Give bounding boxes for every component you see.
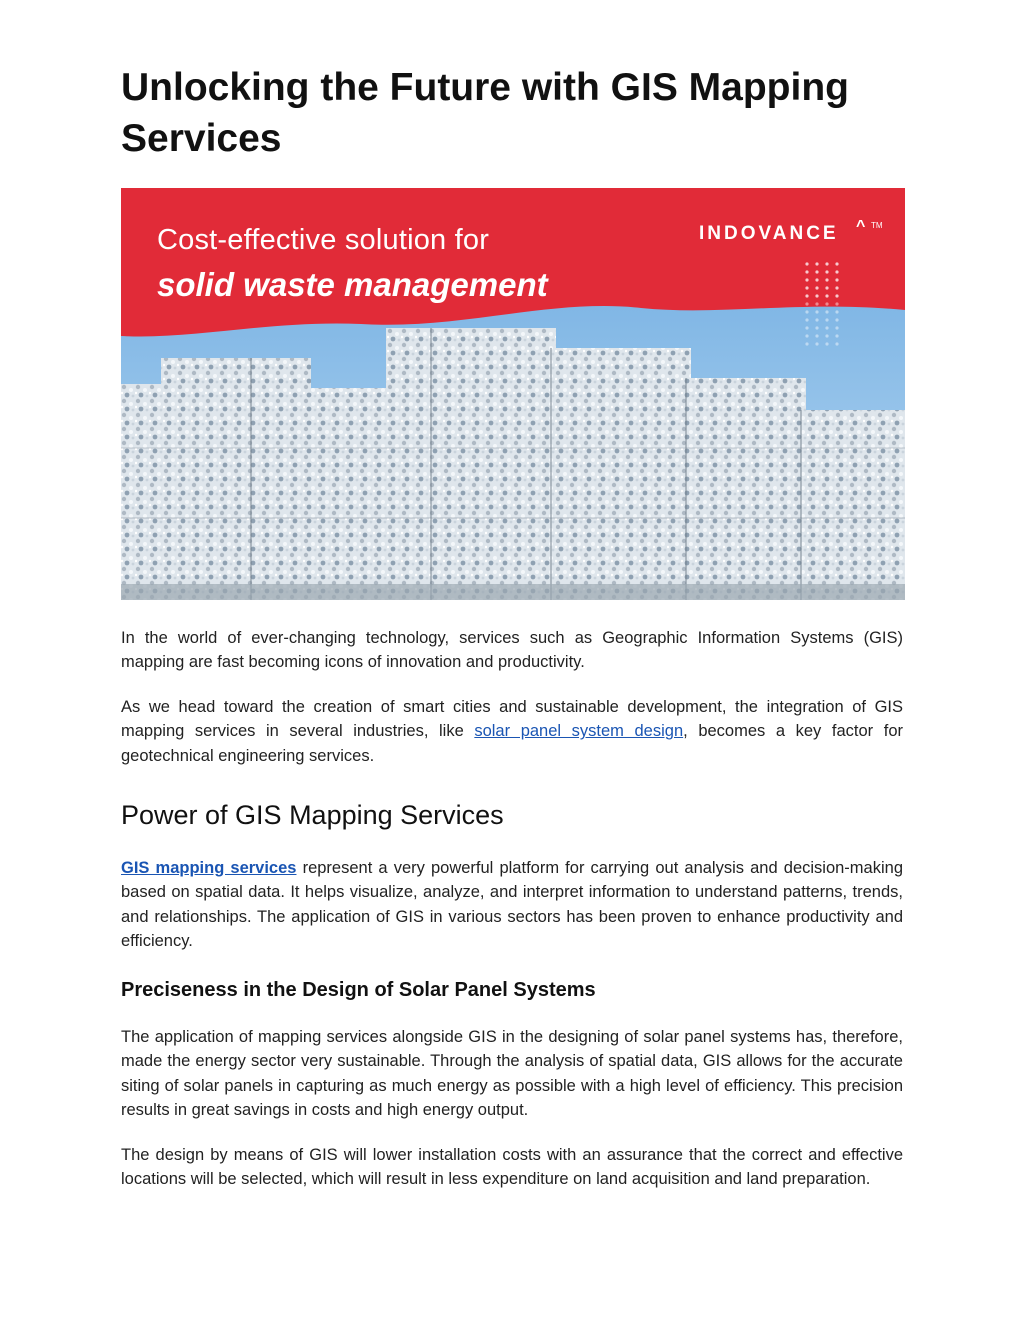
decoration-dot: [835, 310, 838, 313]
decoration-dot: [835, 270, 838, 273]
decoration-dot: [805, 326, 808, 329]
solar-precision-paragraph: The application of mapping services alongside GIS in the designing of solar panel systems has, therefore, made the energy sector very sustainable. Through the analysis of spatial data, GIS allows for the accurate siting of solar panels in capturing as much energy as possible with a high level of efficiency. This precision results in great savings in costs and high energy output.: [121, 1028, 903, 1120]
dot-grid-decoration: [803, 260, 843, 350]
decoration-dot: [835, 302, 838, 305]
decoration-dot: [825, 334, 828, 337]
decoration-dot: [835, 262, 838, 265]
decoration-dot: [835, 286, 838, 289]
decoration-dot: [805, 270, 808, 273]
decoration-dot: [825, 286, 828, 289]
gis-mapping-services-link[interactable]: GIS mapping services: [121, 859, 297, 877]
decoration-dot: [815, 318, 818, 321]
paragraph-text: represent a very powerful platform for carrying out analysis and decision-making based on spatial data. It helps visualize, analyze, and interpret information to understand patterns, trends, and relationships. The application of GIS in various sectors has been proven to enhance productivity and efficiency.: [121, 859, 903, 951]
indovance-logo: INDOVANCE: [699, 223, 839, 244]
gis-services-paragraph: [121, 856, 903, 954]
decoration-dot: [835, 342, 838, 345]
intro-paragraph: In the world of ever-changing technology, services such as Geographic Information Systems (GIS) mapping are fast becoming icons of innovation and productivity.: [121, 629, 903, 672]
decoration-dot: [825, 326, 828, 329]
decoration-dot: [805, 310, 808, 313]
decoration-dot: [825, 302, 828, 305]
banner-headline-line1: Cost-effective solution for: [157, 224, 490, 256]
decoration-dot: [825, 262, 828, 265]
paragraph-text: , becomes a key factor for geotechnical engineering services.: [121, 722, 903, 765]
decoration-dot: [825, 270, 828, 273]
decoration-dot: [825, 342, 828, 345]
decoration-dot: [815, 286, 818, 289]
decoration-dot: [815, 342, 818, 345]
decoration-dot: [825, 310, 828, 313]
solar-panel-design-link[interactable]: solar panel system design: [474, 722, 684, 741]
decoration-dot: [835, 326, 838, 329]
decoration-dot: [825, 318, 828, 321]
subsection-heading: Preciseness in the Design of Solar Panel Systems: [121, 979, 596, 1001]
decoration-dot: [805, 286, 808, 289]
decoration-dot: [805, 302, 808, 305]
decoration-dot: [825, 278, 828, 281]
decoration-dot: [835, 318, 838, 321]
indovance-logo-mark: ^: [856, 218, 866, 235]
decoration-dot: [815, 278, 818, 281]
decoration-dot: [815, 326, 818, 329]
decoration-dot: [815, 294, 818, 297]
decoration-dot: [835, 294, 838, 297]
decoration-dot: [805, 334, 808, 337]
decoration-dot: [815, 262, 818, 265]
decoration-dot: [805, 342, 808, 345]
banner-headline-line2: solid waste management: [157, 266, 548, 303]
hero-image: [121, 188, 905, 600]
section-heading: Power of GIS Mapping Services: [121, 800, 504, 830]
decoration-dot: [805, 318, 808, 321]
decoration-dot: [815, 270, 818, 273]
decoration-dot: [835, 334, 838, 337]
decoration-dot: [815, 334, 818, 337]
decoration-dot: [815, 310, 818, 313]
decoration-dot: [805, 278, 808, 281]
decoration-dot: [825, 294, 828, 297]
page-title: Unlocking the Future with GIS Mapping Services: [121, 66, 849, 160]
decoration-dot: [805, 294, 808, 297]
smart-cities-paragraph: [121, 695, 903, 768]
decoration-dot: [805, 262, 808, 265]
trademark-symbol: TM: [871, 221, 883, 230]
paragraph-text: As we head toward the creation of smart cities and sustainable development, the integration of GIS mapping services in several industries, like: [121, 698, 903, 741]
decoration-dot: [835, 278, 838, 281]
decoration-dot: [815, 302, 818, 305]
installation-cost-paragraph: The design by means of GIS will lower installation costs with an assurance that the correct and effective locations will be selected, which will result in less expenditure on land acquisition and land preparation.: [121, 1146, 903, 1189]
